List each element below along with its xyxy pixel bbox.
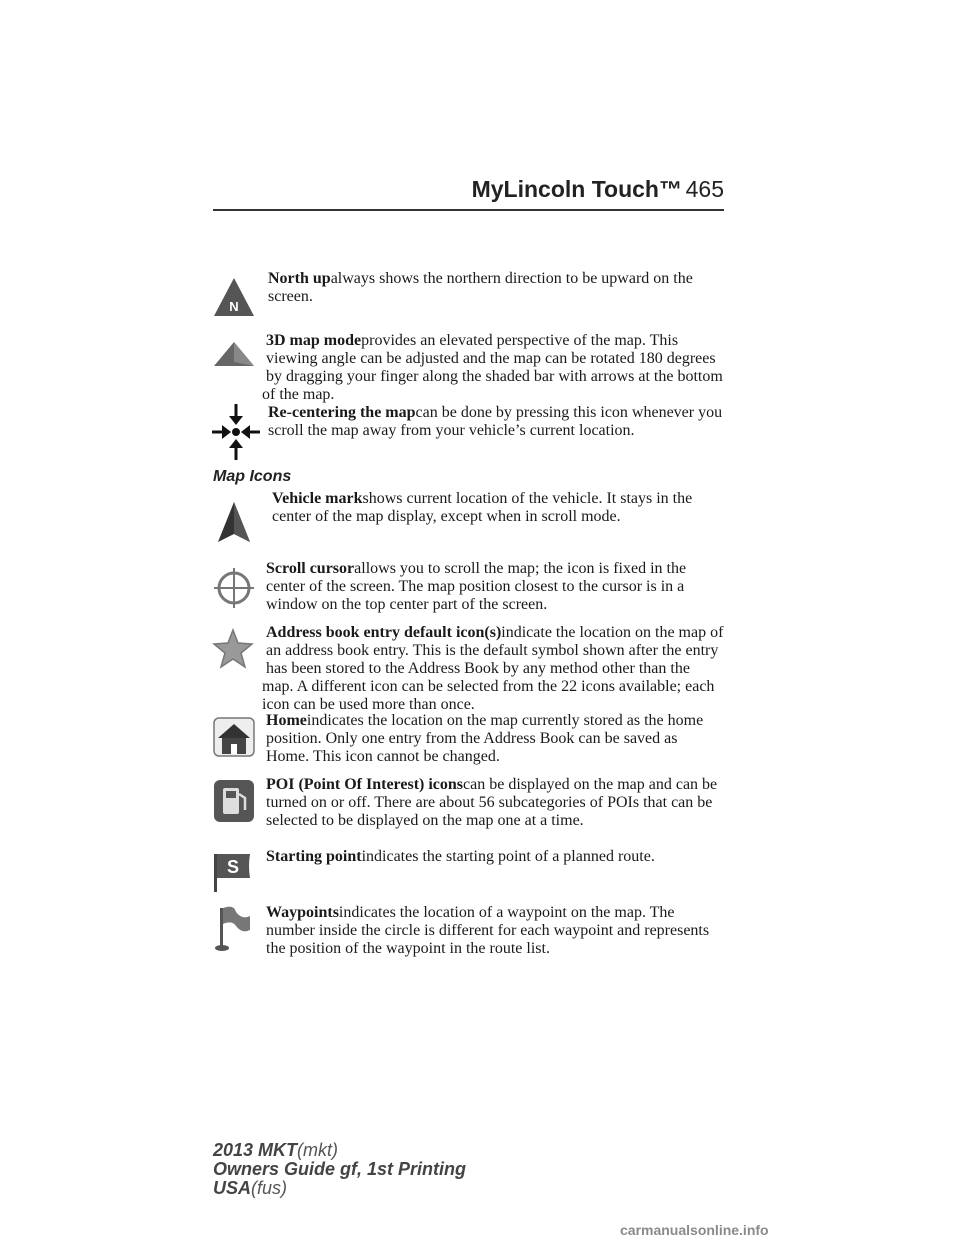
entry-north-up [212,270,724,314]
entry-term: POI (Point Of Interest) icons [266,776,464,793]
fuel-pump-icon [212,778,266,838]
home-icon [212,716,266,764]
entry-term: Home [266,712,307,729]
waypoint-flag-icon [212,906,266,956]
entry-home [212,712,724,766]
entry-poi [212,776,724,838]
entry-vehicle-mark [212,490,724,550]
page-title: MyLincoln Touch™ [471,176,682,202]
entry-term: Scroll cursor [266,560,355,577]
entry-text: indicates the starting point of a planned route. [361,848,655,865]
start-letter: S [226,857,240,877]
entry-text: indicates the location on the map currently stored as the home position. Only one entry from the Address Book can be saved as Home. This icon cannot be changed. [266,712,704,765]
vehicle-mark-icon [212,500,266,550]
entry-text: provides an elevated perspective of the map. This viewing angle can be adjusted and the map can be rotated 180 degrees by dragging your finger along the shaded bar with arrows at the bottom of the map. [262,332,723,403]
footer-model: 2013 MKT [213,1140,298,1160]
entry-text: indicates the location of a waypoint on the map. The number inside the circle is different for each waypoint and represents the position of the waypoint in the route list. [266,904,710,957]
entry-3d-map-mode [212,332,724,404]
entry-text: always shows the northern direction to be upward on the screen. [268,270,693,305]
3d-map-mode-icon [212,340,266,378]
recenter-icon [212,404,266,460]
entry-text: shows current location of the vehicle. It stays in the center of the map display, except when in scroll mode. [272,490,693,525]
print-footer [213,1141,466,1198]
watermark: carmanualsonline.info [620,1222,769,1238]
entry-scroll-cursor [212,560,724,616]
footer-market-code: (fus) [251,1178,288,1198]
entry-text: allows you to scroll the map; the icon is fixed in the center of the screen. The map position closest to the cursor is in a window on the top center part of the screen. [266,560,687,613]
entry-recenter [212,404,724,460]
entry-text: can be done by pressing this icon whenever you scroll the map away from your vehicle’s current location. [268,404,723,439]
entry-term: Re-centering the map [268,404,416,421]
entry-term: North up [268,270,331,287]
footer-market: USA [213,1178,252,1198]
starting-point-flag-icon [212,850,266,898]
entry-address-book [212,624,724,714]
entry-term: Vehicle mark [272,490,363,507]
page-number: 465 [685,176,724,202]
entry-text: can be displayed on the map and can be turned on or off. There are about 56 subcategories of POIs that can be selected to be displayed on the map one at a time. [266,776,718,829]
north-letter: N [229,299,239,314]
entry-waypoints [212,904,724,958]
section-heading: Map Icons [213,468,292,485]
entry-term: Waypoints [266,904,339,921]
footer-guide: Owners Guide gf, 1st Printing [213,1159,467,1179]
entry-term: 3D map mode [266,332,362,349]
north-up-icon [212,276,266,314]
entry-text: indicate the location on the map of an address book entry. This is the default symbol shown after the entry has been stored to the Address Book by any method other than the map. A different icon can be selected from the 22 icons available; each icon can be used more than once. [262,624,724,713]
entry-term: Address book entry default icon(s) [266,624,502,641]
footer-model-code: (mkt) [297,1140,339,1160]
header-rule [213,209,724,211]
scroll-cursor-icon [212,566,266,616]
entry-starting-point [212,848,724,898]
entry-term: Starting point [266,848,362,865]
star-icon [212,628,266,676]
